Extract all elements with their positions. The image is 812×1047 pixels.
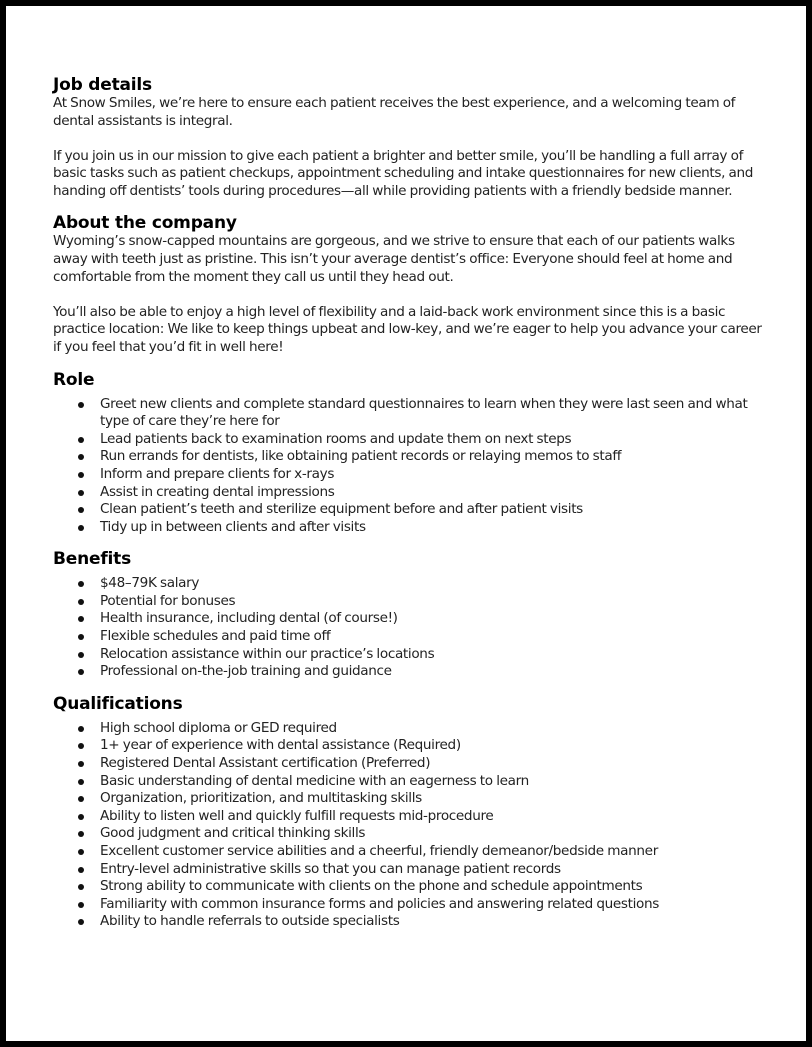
list-item: Professional on-the-job training and guidance (100, 663, 768, 681)
list-item: Health insurance, including dental (of course!) (100, 610, 768, 628)
list-item: Excellent customer service abilities and a cheerful, friendly demeanor/bedside manner (100, 843, 768, 861)
section-qualifications (53, 695, 768, 931)
bullet-icon (78, 884, 84, 890)
bullet-icon (78, 652, 84, 658)
list-item: $48–79K salary (100, 575, 768, 593)
section-benefits (53, 550, 768, 681)
bullet-icon (78, 616, 84, 622)
bullet-icon (78, 507, 84, 513)
section-job-details (53, 76, 768, 200)
bullet-icon (78, 831, 84, 837)
section-role (53, 371, 768, 537)
list-item: Lead patients back to examination rooms and update them on next steps (100, 431, 768, 449)
document-content (53, 76, 768, 945)
list-item: Ability to listen well and quickly fulfill requests mid-procedure (100, 808, 768, 826)
section-heading: Role (53, 369, 95, 390)
paragraph: Wyoming’s snow-capped mountains are gorgeous, and we strive to ensure that each of our patients walks away with teeth just as pristine. This isn’t your average dentist’s office: Everyone should feel at home and comfortable from the moment they call us until they head out. (53, 233, 735, 285)
paragraph: You’ll also be able to enjoy a high level of flexibility and a laid-back work environment since this is a basic practice location: We like to keep things upbeat and low-key, and we’re eager to help you advance your career if you feel that you’d fit in well here! (53, 303, 762, 355)
benefits-list (53, 575, 768, 681)
bullet-icon (78, 599, 84, 605)
list-item: Organization, prioritization, and multitasking skills (100, 790, 768, 808)
list-item: Familiarity with common insurance forms and policies and answering related questions (100, 896, 768, 914)
document-page (6, 6, 806, 1041)
list-item: Potential for bonuses (100, 593, 768, 611)
qualifications-list (53, 720, 768, 931)
section-heading: About the company (53, 213, 237, 234)
bullet-icon (78, 437, 84, 443)
list-item: Inform and prepare clients for x-rays (100, 466, 768, 484)
bullet-icon (78, 726, 84, 732)
bullet-icon (78, 814, 84, 820)
bullet-icon (78, 402, 84, 408)
bullet-icon (78, 472, 84, 478)
section-heading: Job details (53, 75, 152, 95)
list-item: Entry-level administrative skills so that you can manage patient records (100, 861, 768, 879)
section-heading: Benefits (53, 549, 131, 570)
list-item: Clean patient’s teeth and sterilize equipment before and after patient visits (100, 501, 768, 519)
bullet-icon (78, 634, 84, 640)
list-item: Ability to handle referrals to outside specialists (100, 913, 768, 931)
list-item: High school diploma or GED required (100, 720, 768, 738)
role-list (53, 396, 768, 537)
bullet-icon (78, 867, 84, 873)
bullet-icon (78, 779, 84, 785)
bullet-icon (78, 669, 84, 675)
paragraph: If you join us in our mission to give each patient a brighter and better smile, you’ll be handling a full array of basic tasks such as patient checkups, appointment scheduling and intake questionnaires for new clients, and handing off dentists’ tools during procedures—all while providing patients with a friendly bedside manner. (53, 147, 754, 199)
bullet-icon (78, 490, 84, 496)
section-heading: Qualifications (53, 693, 183, 714)
bullet-icon (78, 525, 84, 531)
bullet-icon (78, 454, 84, 460)
list-item: Relocation assistance within our practice’s locations (100, 646, 768, 664)
list-item: Strong ability to communicate with clients on the phone and schedule appointments (100, 878, 768, 896)
bullet-icon (78, 743, 84, 749)
list-item: Assist in creating dental impressions (100, 484, 768, 502)
bullet-icon (78, 919, 84, 925)
list-item: Tidy up in between clients and after visits (100, 519, 768, 537)
list-item: Registered Dental Assistant certification (Preferred) (100, 755, 768, 773)
list-item: Good judgment and critical thinking skills (100, 825, 768, 843)
bullet-icon (78, 581, 84, 587)
bullet-icon (78, 902, 84, 908)
list-item: Greet new clients and complete standard questionnaires to learn when they were last seen and what type of care they’re here for (100, 396, 768, 431)
paragraph: At Snow Smiles, we’re here to ensure each patient receives the best experience, and a welcoming team of dental assistants is integral. (53, 95, 736, 129)
bullet-icon (78, 761, 84, 767)
section-about-company (53, 214, 768, 356)
bullet-icon (78, 849, 84, 855)
list-item: Basic understanding of dental medicine with an eagerness to learn (100, 773, 768, 791)
list-item: Flexible schedules and paid time off (100, 628, 768, 646)
bullet-icon (78, 796, 84, 802)
list-item: Run errands for dentists, like obtaining patient records or relaying memos to staff (100, 448, 768, 466)
list-item: 1+ year of experience with dental assistance (Required) (100, 737, 768, 755)
